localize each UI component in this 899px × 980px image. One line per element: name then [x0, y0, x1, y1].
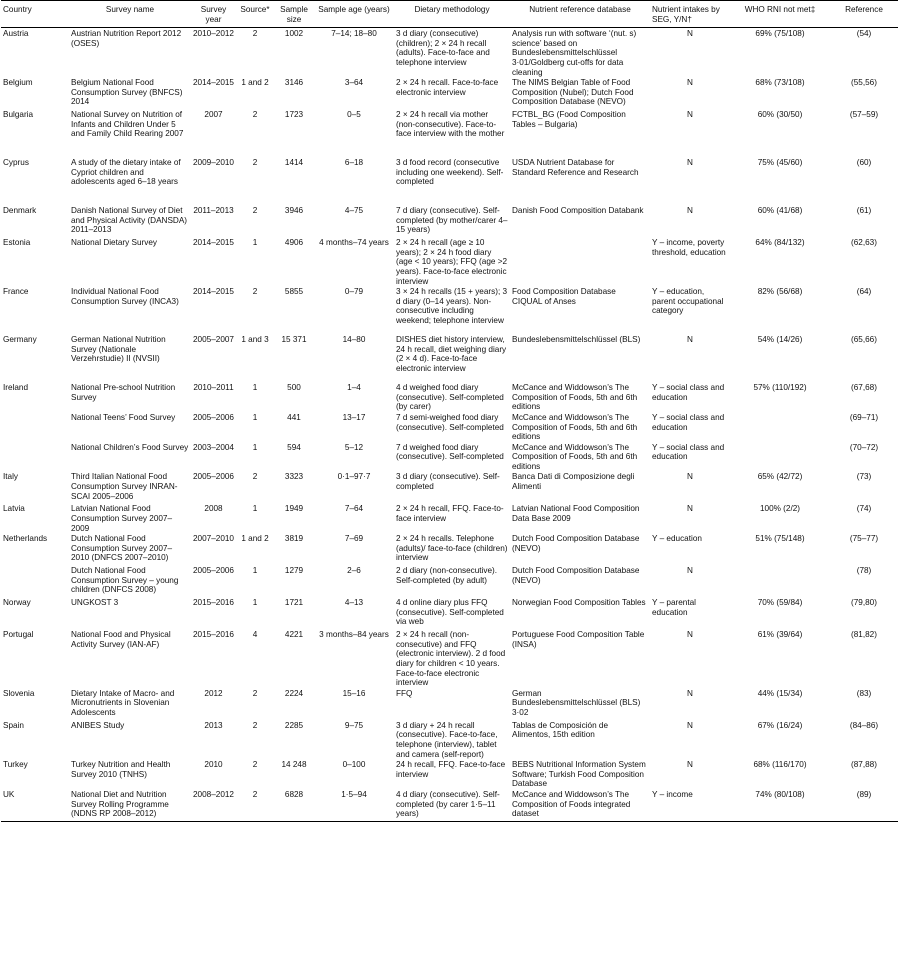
row-survey-name: Belgium National Food Consumption Survey (BNFCS) 2014	[71, 78, 183, 107]
table-row	[1, 442, 898, 472]
row-country: Cyprus	[3, 158, 29, 168]
row-nutrient-db: Bundeslebensmittelschlüssel (BLS)	[512, 335, 641, 345]
row-sample-age: 9–75	[344, 720, 364, 730]
row-survey-name: Dutch National Food Consumption Survey 2007–2010 (DNFCS 2007–2010)	[71, 534, 173, 563]
row-source: 2	[252, 789, 258, 799]
row-sample-age: 1–4	[347, 383, 361, 393]
survey-table	[1, 0, 898, 822]
row-dietary-methodology: 4 d weighed food diary (consecutive). Self-completed (by carer)	[396, 383, 504, 412]
row-source: 1 and 2	[241, 534, 269, 544]
row-country: Germany	[3, 335, 37, 345]
table-row	[1, 334, 898, 382]
row-source: 2	[252, 206, 258, 216]
row-sample-size: 2224	[284, 688, 304, 698]
row-country: France	[3, 287, 29, 297]
row-nutrient-db: Dutch Food Composition Database (NEVO)	[512, 534, 640, 553]
row-country	[1, 412, 69, 442]
row-dietary-methodology: 7 d semi-weighed food diary (consecutive). Self-completed	[396, 412, 504, 432]
row-intakes-by-seg: Y – education, parent occupational category	[652, 287, 724, 316]
header-reference: Reference	[845, 5, 883, 14]
row-intakes-by-seg: N	[687, 472, 693, 482]
row-country: Denmark	[3, 206, 37, 216]
row-sample-age: 3–64	[344, 78, 364, 88]
row-reference: (54)	[856, 29, 872, 39]
row-survey-name: ANIBES Study	[71, 720, 125, 730]
row-survey-year: 2003–2004	[193, 442, 234, 452]
row-source: 2	[252, 29, 258, 39]
row-survey-year: 2012	[204, 688, 223, 698]
row-survey-name: A study of the dietary intake of Cypriot children and adolescents aged 6–18 years	[71, 158, 181, 187]
row-who-rni	[730, 565, 830, 597]
table-row	[1, 789, 898, 822]
row-dietary-methodology: 2 d diary (non-consecutive). Self-completed (by adult)	[396, 566, 498, 585]
row-dietary-methodology: 7 d diary (consecutive). Self-completed (by mother/carer 4–15 years)	[396, 206, 508, 235]
row-intakes-by-seg: N	[687, 158, 693, 168]
row-sample-age: 0–5	[347, 110, 361, 120]
row-who-rni: 68% (116/170)	[753, 760, 807, 770]
table-row	[1, 471, 898, 503]
row-survey-name: National Diet and Nutrition Survey Rolling Programme (NDNS RP 2008–2012)	[71, 789, 169, 819]
row-survey-year: 2015–2016	[193, 598, 234, 608]
row-source: 1 and 3	[241, 335, 269, 345]
row-survey-year: 2014–2015	[193, 78, 234, 88]
row-survey-year: 2005–2006	[193, 472, 234, 482]
row-sample-age: 14–80	[342, 335, 366, 345]
table-row	[1, 565, 898, 597]
row-survey-name: Latvian National Food Consumption Survey 2007–2009	[71, 504, 173, 533]
row-reference: (75–77)	[849, 534, 879, 544]
row-sample-size: 1002	[284, 29, 304, 39]
row-source: 2	[252, 287, 258, 297]
row-intakes-by-seg: Y – social class and education	[652, 442, 725, 462]
row-nutrient-db: BEBS Nutritional Information System Software; Turkish Food Composition Database	[512, 760, 646, 789]
row-who-rni: 70% (59/84)	[757, 598, 803, 608]
row-country: Estonia	[3, 238, 31, 248]
row-sample-age: 7–69	[344, 534, 364, 544]
row-country: Ireland	[3, 383, 29, 393]
row-who-rni: 51% (75/148)	[755, 534, 805, 544]
row-survey-name: National Survey on Nutrition of Infants and Children Under 5 and Family Child Rearing 2007	[71, 110, 184, 139]
row-sample-size: 4906	[284, 238, 304, 248]
row-nutrient-db: Danish Food Composition Databank	[512, 206, 644, 216]
row-dietary-methodology: 24 h recall, FFQ. Face-to-face interview	[396, 760, 506, 779]
row-survey-year: 2014–2015	[193, 238, 234, 248]
row-survey-year: 2008–2012	[193, 789, 234, 799]
row-dietary-methodology: FFQ	[396, 688, 413, 698]
row-reference: (60)	[856, 158, 872, 168]
row-dietary-methodology: 2 × 24 h recall via mother (non-consecutive). Face-to-face interview with the mother	[396, 110, 505, 139]
row-sample-size: 3146	[284, 78, 304, 88]
table-row	[1, 629, 898, 688]
row-dietary-methodology: 4 d diary (consecutive). Self-completed (by carer 1·5–11 years)	[396, 789, 500, 819]
row-sample-size: 1721	[284, 598, 304, 608]
header-nutrient-db: Nutrient reference database	[529, 5, 631, 14]
table-row	[1, 759, 898, 789]
row-dietary-methodology: 4 d online diary plus FFQ (consecutive). Self-completed via web	[396, 598, 504, 627]
row-survey-year: 2014–2015	[193, 287, 234, 297]
row-dietary-methodology: 7 d weighed food diary (consecutive). Self-completed	[396, 442, 504, 462]
row-dietary-methodology: 2 × 24 h recall (age ≥ 10 years); 2 × 24 h food diary (age < 10 years); FFQ (age >2 years). Face-to-face electronic interview	[396, 238, 508, 286]
row-sample-age: 7–64	[344, 504, 364, 514]
row-sample-age: 4 months–74 years	[319, 238, 389, 248]
table-row	[1, 157, 898, 205]
row-survey-name: Austrian Nutrition Report 2012 (OSES)	[71, 29, 182, 48]
row-dietary-methodology: 2 × 24 h recall. Face-to-face electronic interview	[396, 78, 499, 97]
row-nutrient-db: Dutch Food Composition Database (NEVO)	[512, 566, 640, 585]
row-reference: (89)	[856, 789, 872, 799]
row-country: Latvia	[3, 504, 25, 514]
row-intakes-by-seg: N	[687, 630, 693, 640]
row-nutrient-db: Latvian National Food Composition Data Base 2009	[512, 504, 640, 524]
row-nutrient-db: USDA Nutrient Database for Standard Reference and Research	[512, 158, 639, 177]
row-source: 2	[252, 720, 258, 730]
table-row	[1, 597, 898, 629]
row-source: 1	[252, 383, 258, 393]
row-who-rni: 67% (16/24)	[757, 720, 803, 730]
row-sample-age: 4–75	[344, 206, 364, 216]
row-intakes-by-seg: N	[687, 504, 693, 514]
row-reference: (79,80)	[851, 598, 877, 608]
row-survey-name: National Teens’ Food Survey	[71, 412, 176, 422]
row-source: 2	[252, 158, 258, 168]
row-source: 2	[252, 110, 258, 120]
row-intakes-by-seg: N	[687, 206, 693, 216]
table-row	[1, 412, 898, 442]
row-source: 2	[252, 688, 258, 698]
row-dietary-methodology: 3 d food record (consecutive including one weekend). Self-completed	[396, 158, 504, 187]
table-row	[1, 382, 898, 412]
row-country: Portugal	[3, 630, 34, 640]
header-country: Country	[3, 5, 32, 14]
row-survey-name: German National Nutrition Survey (Nationale Verzehrstudie) II (NVSII)	[71, 335, 166, 364]
row-country	[1, 565, 69, 597]
row-survey-name: Dietary Intake of Macro- and Micronutrients in Slovenian Adolescents	[71, 688, 175, 717]
row-survey-name: National Dietary Survey	[71, 238, 158, 248]
row-country: UK	[3, 789, 15, 799]
row-sample-size: 3946	[284, 206, 304, 216]
row-sample-size: 500	[287, 383, 301, 393]
row-reference: (81,82)	[851, 630, 877, 640]
row-who-rni	[730, 442, 830, 472]
row-reference: (84–86)	[849, 720, 879, 730]
row-who-rni: 60% (30/50)	[757, 110, 803, 120]
row-sample-age: 5–12	[344, 442, 364, 452]
row-reference: (62,63)	[851, 238, 877, 248]
row-who-rni: 44% (15/34)	[757, 688, 803, 698]
row-reference: (55,56)	[851, 78, 877, 88]
table-row	[1, 533, 898, 565]
row-intakes-by-seg: N	[687, 760, 693, 770]
table-row	[1, 503, 898, 533]
row-survey-year: 2015–2016	[193, 630, 234, 640]
row-sample-age: 13–17	[342, 412, 366, 422]
row-survey-year: 2005–2007	[193, 335, 234, 345]
row-sample-size: 3323	[284, 472, 304, 482]
row-intakes-by-seg: N	[687, 78, 693, 88]
row-reference: (73)	[856, 472, 872, 482]
row-nutrient-db: FCTBL_BG (Food Composition Tables – Bulgaria)	[512, 110, 626, 129]
row-survey-name: Turkey Nutrition and Health Survey 2010 (TNHS)	[71, 760, 171, 779]
header-sample-size: Sample size	[280, 5, 308, 24]
row-sample-size: 15 371	[281, 335, 307, 345]
row-country: Norway	[3, 598, 31, 608]
table-row	[1, 77, 898, 109]
row-country: Austria	[3, 29, 29, 39]
row-country: Belgium	[3, 78, 33, 88]
row-reference: (57–59)	[849, 110, 879, 120]
row-sample-age: 0–79	[344, 287, 364, 297]
row-intakes-by-seg: N	[687, 688, 693, 698]
row-source: 1	[252, 442, 258, 452]
row-sample-age: 7–14; 18–80	[331, 29, 377, 39]
row-reference: (78)	[856, 566, 872, 576]
header-dietary-methodology: Dietary methodology	[414, 5, 490, 14]
row-intakes-by-seg: Y – parental education	[652, 598, 697, 617]
row-reference: (61)	[856, 206, 872, 216]
row-nutrient-db: Food Composition Database CIQUAL of Anses	[512, 287, 616, 306]
row-source: 1	[252, 238, 258, 248]
row-survey-year: 2007	[204, 110, 223, 120]
row-country: Bulgaria	[3, 110, 34, 120]
header-survey-name: Survey name	[105, 5, 155, 14]
table-header	[1, 1, 898, 28]
table-row	[1, 28, 898, 77]
row-source: 4	[252, 630, 258, 640]
row-nutrient-db: German Bundeslebensmittelschlüssel (BLS) 3·02	[512, 688, 641, 717]
row-survey-name: Third Italian National Food Consumption Survey INRAN-SCAI 2005–2006	[71, 472, 178, 501]
row-country: Slovenia	[3, 688, 35, 698]
row-nutrient-db: McCance and Widdowson’s The Composition of Foods integrated dataset	[512, 789, 631, 819]
header-intakes-by-seg: Nutrient intakes by SEG, Y/N†	[652, 5, 720, 24]
row-country: Spain	[3, 720, 24, 730]
row-who-rni: 61% (39/64)	[757, 630, 803, 640]
table-body	[1, 28, 898, 822]
row-sample-size: 441	[287, 412, 301, 422]
header-sample-age: Sample age (years)	[318, 5, 390, 14]
row-who-rni: 100% (2/2)	[759, 504, 801, 514]
row-nutrient-db: McCance and Widdowson’s The Composition of Foods, 5th and 6th editions	[512, 412, 638, 442]
row-sample-age: 2–6	[347, 566, 361, 576]
row-survey-year: 2010–2011	[193, 383, 234, 393]
row-sample-size: 1949	[284, 504, 304, 514]
table-row	[1, 286, 898, 334]
row-survey-year: 2008	[204, 504, 223, 514]
row-nutrient-db	[510, 237, 650, 286]
row-intakes-by-seg: N	[687, 29, 693, 39]
row-sample-size: 1723	[284, 110, 304, 120]
row-nutrient-db: Tablas de Composición de Alimentos, 15th edition	[512, 720, 609, 740]
row-source: 1	[252, 566, 258, 576]
row-intakes-by-seg: N	[687, 566, 693, 576]
row-sample-size: 4221	[284, 630, 304, 640]
row-sample-size: 2285	[284, 720, 304, 730]
row-intakes-by-seg: N	[687, 110, 693, 120]
row-reference: (70–72)	[849, 442, 879, 452]
row-dietary-methodology: 3 × 24 h recalls (15 + years); 3 d diary (0–14 years). Non-consecutive including weekend; telephone interview	[396, 287, 508, 325]
row-intakes-by-seg: Y – social class and education	[652, 412, 725, 432]
row-dietary-methodology: 3 d diary + 24 h recall (consecutive). Face-to-face, telephone (interview), tablet and camera (self-report)	[396, 720, 498, 759]
table-row	[1, 688, 898, 720]
row-intakes-by-seg: Y – education	[652, 534, 702, 544]
row-survey-year: 2005–2006	[193, 566, 234, 576]
header-who-rni: WHO RNI not met‡	[744, 5, 816, 14]
row-survey-year: 2013	[204, 720, 223, 730]
row-survey-name: National Children’s Food Survey	[71, 442, 189, 452]
row-nutrient-db: Portuguese Food Composition Table (INSA)	[512, 630, 645, 649]
row-nutrient-db: McCance and Widdowson’s The Composition of Foods, 5th and 6th editions	[512, 442, 638, 471]
row-sample-size: 1414	[284, 158, 304, 168]
row-who-rni: 75% (45/60)	[757, 158, 803, 168]
row-nutrient-db: Norwegian Food Composition Tables	[512, 598, 646, 608]
table-row	[1, 109, 898, 157]
row-source: 2	[252, 760, 258, 770]
row-who-rni: 57% (110/192)	[753, 383, 807, 393]
row-nutrient-db: Analysis run with software ‘(nut. s) science’ based on Bundeslebensmittelschlüssel 3·01/Goldberg cut-offs for data cleaning	[512, 29, 637, 77]
row-survey-year: 2005–2006	[193, 412, 234, 422]
table-row	[1, 720, 898, 759]
row-sample-size: 1279	[284, 566, 304, 576]
row-nutrient-db: The NIMS Belgian Table of Food Composition (Nubel); Dutch Food Composition Database (NEVO)	[512, 78, 634, 107]
row-reference: (65,66)	[851, 335, 877, 345]
row-nutrient-db: Banca Dati di Composizione degli Alimenti	[512, 472, 635, 492]
row-who-rni: 69% (75/108)	[755, 29, 805, 39]
row-who-rni: 74% (80/108)	[755, 789, 805, 799]
row-source: 1	[252, 412, 258, 422]
row-who-rni: 60% (41/68)	[757, 206, 803, 216]
row-survey-year: 2011–2013	[193, 206, 234, 216]
row-intakes-by-seg: Y – social class and education	[652, 383, 725, 402]
row-reference: (87,88)	[851, 760, 877, 770]
row-survey-name: Individual National Food Consumption Survey (INCA3)	[71, 287, 179, 306]
row-source: 1	[252, 598, 258, 608]
row-intakes-by-seg: N	[687, 335, 693, 345]
row-dietary-methodology: 2 × 24 h recall, FFQ. Face-to-face interview	[396, 504, 504, 524]
row-intakes-by-seg: N	[687, 720, 693, 730]
row-reference: (67,68)	[851, 383, 877, 393]
row-who-rni: 65% (42/72)	[757, 472, 803, 482]
row-dietary-methodology: DISHES diet history interview, 24 h recall, diet weighing diary (2 × 4 d). Face-to-face electronic interview	[396, 335, 507, 373]
row-who-rni	[730, 412, 830, 442]
row-survey-name: National Food and Physical Activity Survey (IAN-AF)	[71, 630, 171, 649]
row-survey-name: National Pre-school Nutrition Survey	[71, 383, 176, 402]
row-source: 1 and 2	[241, 78, 269, 88]
table-row	[1, 237, 898, 286]
row-sample-size: 5855	[284, 287, 304, 297]
row-reference: (64)	[856, 287, 872, 297]
row-survey-name: UNGKOST 3	[71, 598, 119, 608]
row-sample-age: 6–18	[344, 158, 364, 168]
row-survey-year: 2009–2010	[193, 158, 234, 168]
row-sample-age: 1·5–94	[341, 789, 367, 799]
row-who-rni: 68% (73/108)	[755, 78, 805, 88]
row-who-rni: 82% (56/68)	[757, 287, 803, 297]
row-reference: (74)	[856, 504, 872, 514]
row-dietary-methodology: 2 × 24 h recalls. Telephone (adults)/ face-to-face (children) interview	[396, 534, 508, 563]
row-sample-age: 0–100	[342, 760, 366, 770]
row-who-rni: 54% (14/26)	[757, 335, 803, 345]
row-reference: (69–71)	[849, 412, 879, 422]
row-dietary-methodology: 3 d diary (consecutive). Self-completed	[396, 472, 500, 492]
row-sample-size: 6828	[284, 789, 304, 799]
row-nutrient-db: McCance and Widdowson’s The Composition of Foods, 5th and 6th editions	[512, 383, 638, 412]
row-sample-age: 4–13	[344, 598, 364, 608]
row-survey-name: Danish National Survey of Diet and Physical Activity (DANSDA) 2011–2013	[71, 206, 188, 235]
row-survey-year: 2010	[204, 760, 223, 770]
row-intakes-by-seg: Y – income, poverty threshold, education	[652, 238, 726, 257]
row-source: 1	[252, 504, 258, 514]
row-intakes-by-seg: Y – income	[652, 789, 693, 799]
row-sample-size: 594	[287, 442, 301, 452]
row-country: Italy	[3, 472, 19, 482]
header-source: Source*	[240, 5, 270, 14]
row-country: Turkey	[3, 760, 28, 770]
row-survey-year: 2010–2012	[193, 29, 234, 39]
row-country	[1, 442, 69, 472]
row-sample-size: 3819	[284, 534, 304, 544]
row-country: Netherlands	[3, 534, 48, 544]
row-dietary-methodology: 2 × 24 h recall (non-consecutive) and FFQ (electronic interview). 2 d food diary for children < 10 years. Face-to-face electronic interview	[396, 630, 506, 688]
row-reference: (83)	[856, 688, 872, 698]
row-sample-age: 0·1–97·7	[337, 472, 371, 482]
table-row	[1, 205, 898, 237]
row-survey-name: Dutch National Food Consumption Survey – young children (DNFCS 2008)	[71, 566, 179, 595]
row-dietary-methodology: 3 d diary (consecutive) (children); 2 × 24 h recall (adults). Face-to-face and telephone interview	[396, 29, 490, 67]
row-sample-age: 15–16	[342, 688, 366, 698]
row-sample-size: 14 248	[281, 760, 307, 770]
row-who-rni: 64% (84/132)	[755, 238, 805, 248]
row-sample-age: 3 months–84 years	[319, 630, 389, 640]
row-source: 2	[252, 472, 258, 482]
header-survey-year: Survey year	[200, 5, 227, 24]
row-survey-year: 2007–2010	[193, 534, 234, 544]
